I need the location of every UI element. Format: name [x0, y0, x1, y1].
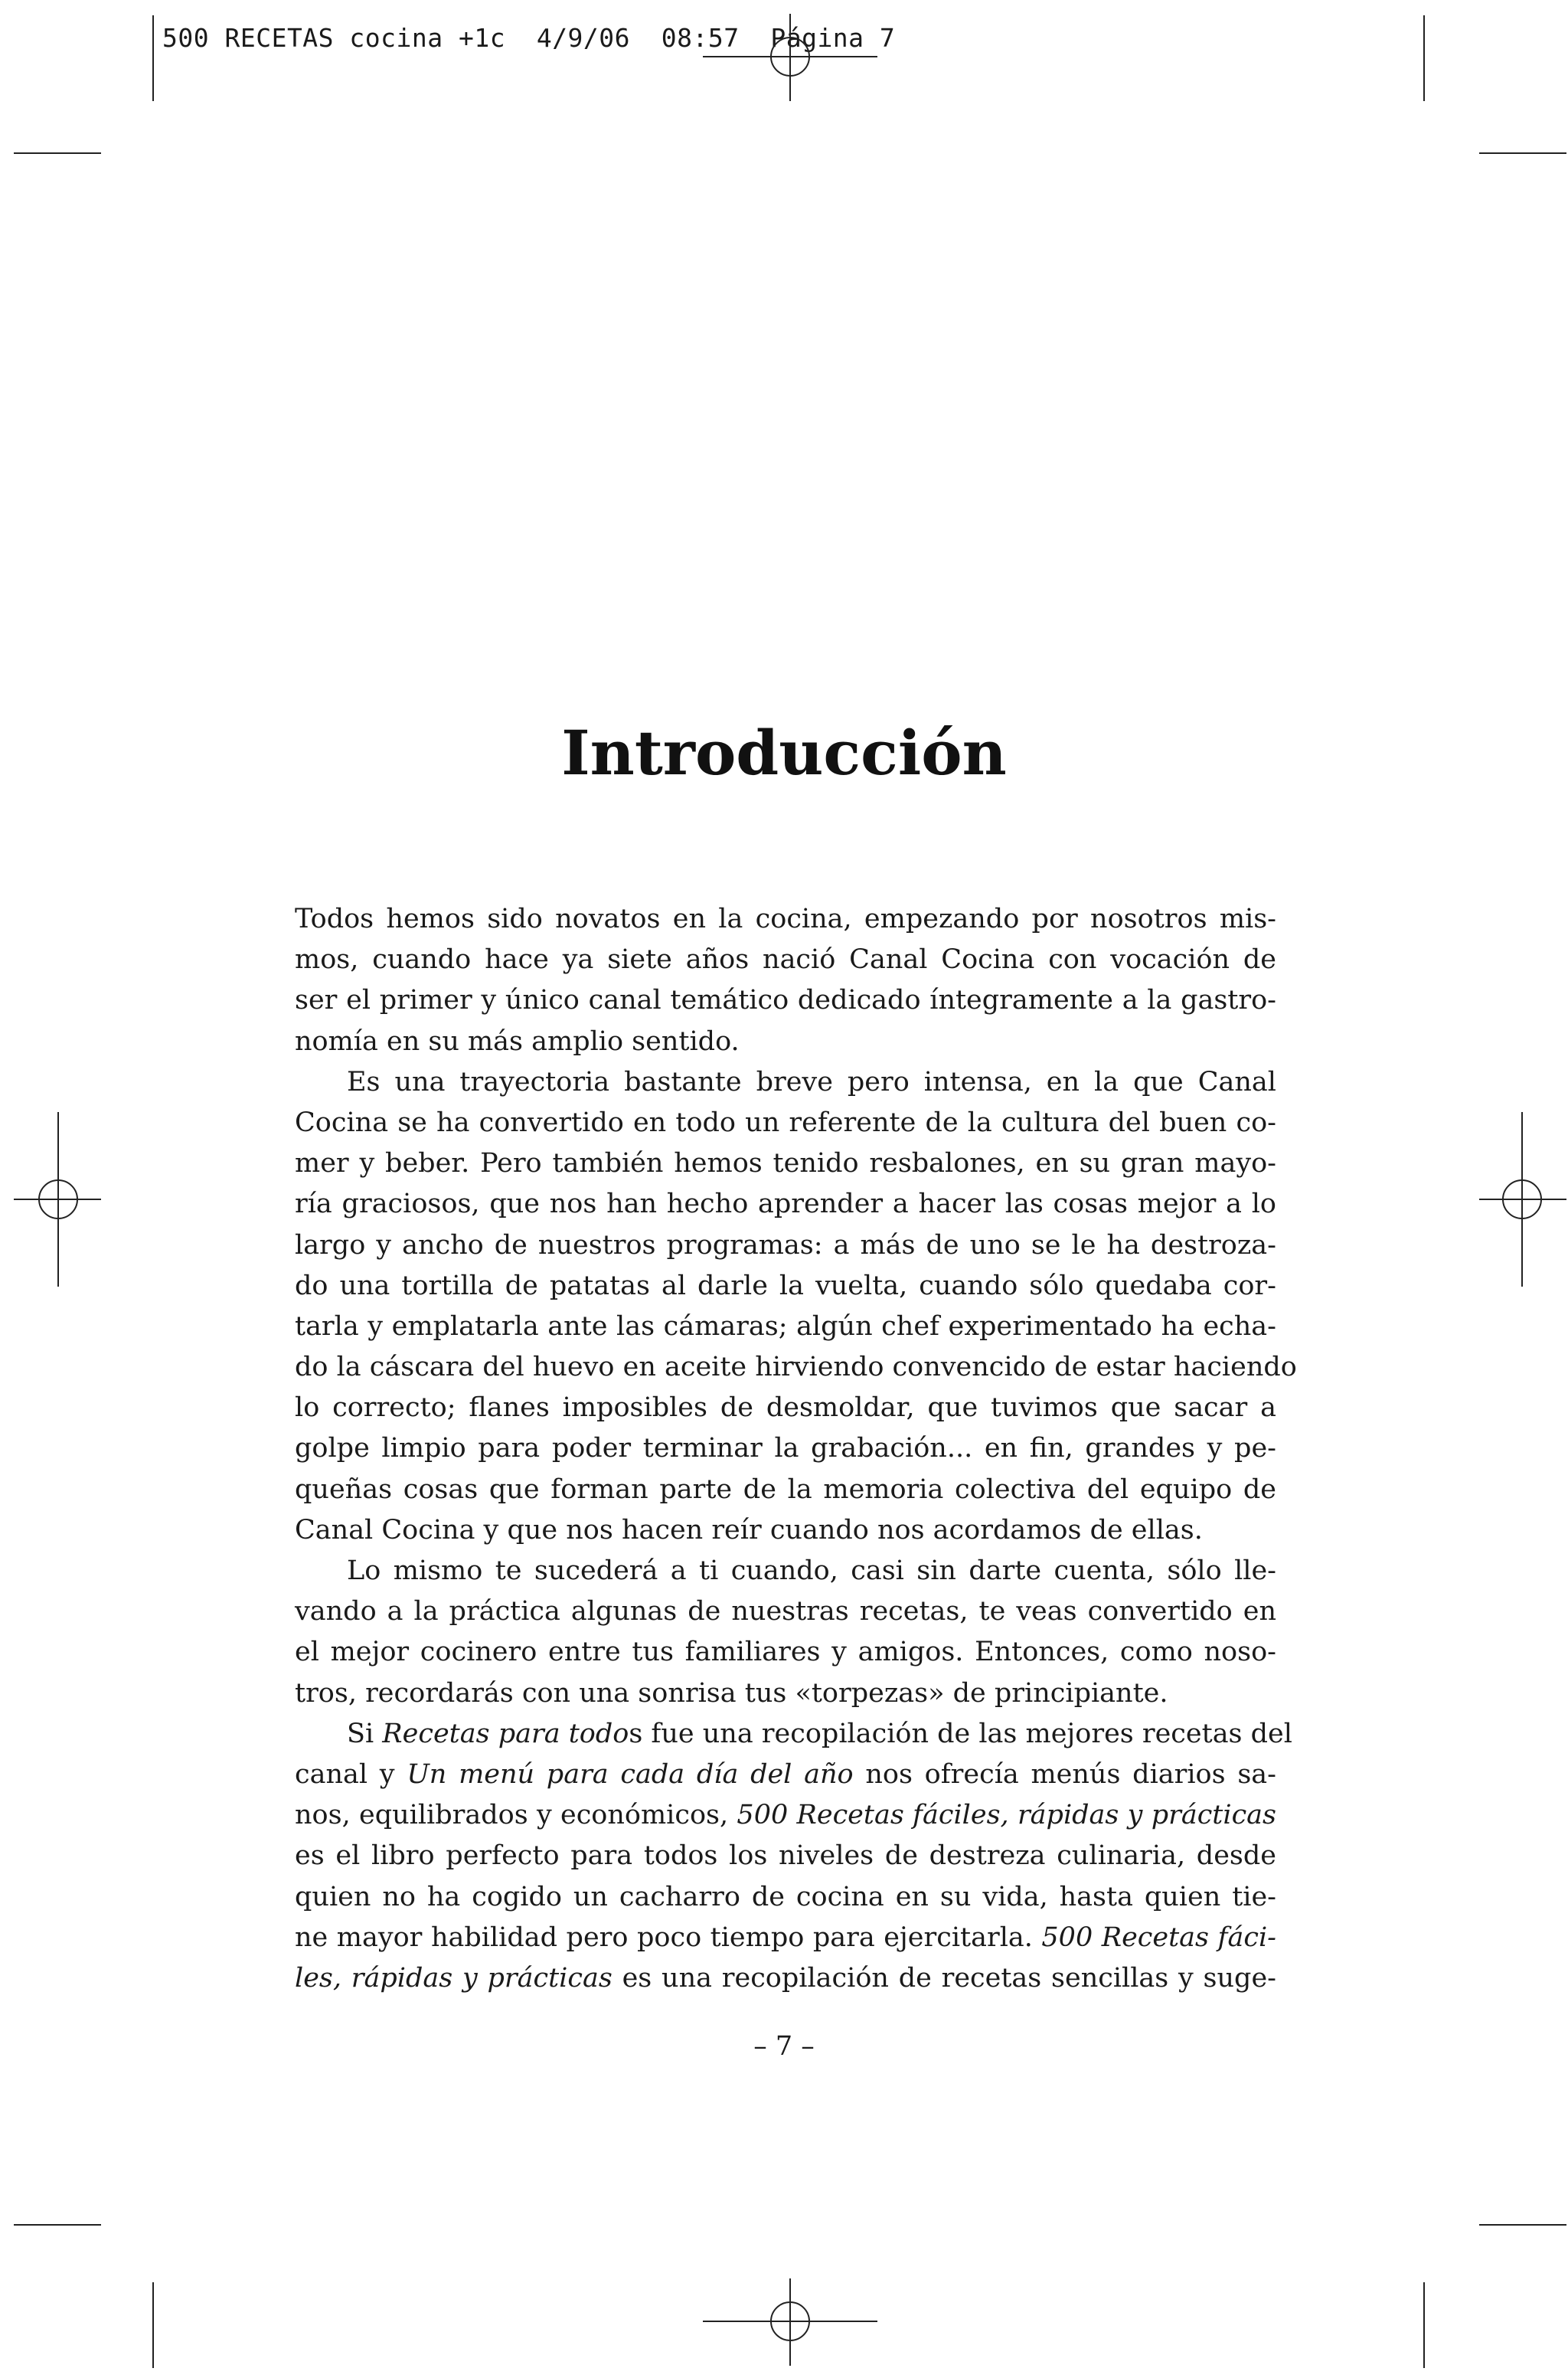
body-text: [295, 899, 1297, 1999]
text-run: tarla y emplatarla ante las cámaras; algún chef experimentado ha echa-: [295, 1310, 1276, 1342]
text-run: Todos hemos sido novatos en la cocina, empezando por nosotros mis-: [295, 904, 1276, 934]
text-line: [295, 1470, 1276, 1510]
text-line: [295, 1551, 1276, 1591]
text-run: es el libro perfecto para todos los niveles de destreza culinaria, desde: [295, 1840, 1276, 1872]
text-run: largo y ancho de nuestros programas: a más de uno se le ha destroza-: [295, 1229, 1276, 1261]
text-run: s fue una recopilación de las mejores recetas del: [629, 1718, 1292, 1749]
text-run: mer y beber. Pero también hemos tenido resbalones, en su gran mayo-: [295, 1148, 1276, 1179]
text-run: vando a la práctica algunas de nuestras recetas, te veas convertido en: [295, 1596, 1276, 1627]
text-line: [295, 1877, 1276, 1918]
text-line: [295, 899, 1276, 940]
text-run: nomía en su más amplio sentido.: [295, 1025, 740, 1057]
text-line: [295, 1225, 1276, 1266]
text-line: [295, 1591, 1276, 1632]
text-run: lo correcto; flanes imposibles de desmoldar, que tuvimos que sacar a: [295, 1392, 1276, 1424]
registration-mark-right: [1479, 1112, 1566, 1287]
print-slug-line: 500 RECETAS cocina +1c 4/9/06 08:57 Página 7: [162, 23, 896, 53]
text-line: [295, 1510, 1276, 1551]
text-run: el mejor cocinero entre tus familiares y amigos. Entonces, como noso-: [295, 1637, 1276, 1668]
text-run: nos ofrecía menús diarios sa-: [853, 1758, 1276, 1790]
text-line: [295, 1307, 1276, 1347]
text-line: [295, 1062, 1276, 1103]
text-run: Lo mismo te sucederá a ti cuando, casi sin darte cuenta, sólo lle-: [347, 1555, 1276, 1586]
text-line: [295, 1022, 1276, 1062]
registration-mark-left: [14, 1112, 101, 1287]
text-run: canal y: [295, 1758, 407, 1790]
text-run: Si: [347, 1718, 383, 1749]
text-line: [295, 1266, 1276, 1307]
text-run: tros, recordarás con una sonrisa tus «torpezas» de principiante.: [295, 1677, 1168, 1709]
text-run: do una tortilla de patatas al darle la vuelta, cuando sólo quedaba cor-: [295, 1270, 1276, 1301]
book-title-italic: 500 Recetas fáci-: [1041, 1922, 1276, 1953]
text-line: [295, 980, 1276, 1021]
chapter-title: Introducción: [561, 716, 1007, 789]
page-number: – 7 –: [753, 2031, 815, 2062]
text-line: [295, 1347, 1297, 1388]
book-title-italic: les, rápidas y prácticas: [295, 1962, 612, 1994]
book-title-italic: Recetas para todo: [382, 1718, 629, 1749]
text-line: [295, 940, 1276, 980]
text-line: [295, 1836, 1276, 1876]
text-line: [295, 1918, 1276, 1958]
text-run: ne mayor habilidad pero poco tiempo para ejercitarla.: [295, 1922, 1042, 1953]
registration-mark-top: [703, 14, 877, 101]
crop-mark-top-right: [1424, 15, 1566, 153]
text-run: queñas cosas que forman parte de la memoria colectiva del equipo de: [295, 1474, 1276, 1505]
crop-mark-bottom-right: [1424, 2225, 1566, 2368]
text-run: quien no ha cogido un cacharro de cocina en su vida, hasta quien tie-: [295, 1881, 1276, 1912]
text-line: [295, 1755, 1276, 1795]
text-run: Cocina se ha convertido en todo un referente de la cultura del buen co-: [295, 1107, 1276, 1138]
text-run: do la cáscara del huevo en aceite hirviendo convencido de estar haciendo: [295, 1352, 1297, 1383]
text-line: [295, 1184, 1276, 1225]
text-line: [295, 1673, 1276, 1714]
text-line: [295, 1103, 1276, 1143]
text-line: [295, 1388, 1276, 1428]
text-run: es una recopilación de recetas sencillas y suge-: [612, 1962, 1277, 1994]
text-line: [295, 1795, 1276, 1836]
text-run: Canal Cocina y que nos hacen reír cuando nos acordamos de ellas.: [295, 1514, 1203, 1546]
text-line: [295, 1958, 1276, 1999]
book-title-italic: Un menú para cada día del año: [407, 1758, 854, 1790]
text-run: golpe limpio para poder terminar la grabación... en fin, grandes y pe-: [295, 1433, 1276, 1464]
text-run: nos, equilibrados y económicos,: [295, 1800, 737, 1831]
book-title-italic: 500 Recetas fáciles, rápidas y prácticas: [737, 1800, 1276, 1831]
registration-mark-bottom: [703, 2278, 877, 2366]
text-run: mos, cuando hace ya siete años nació Canal Cocina con vocación de: [295, 944, 1276, 976]
crop-mark-bottom-left: [14, 2225, 153, 2368]
text-run: ría graciosos, que nos han hecho aprender a hacer las cosas mejor a lo: [295, 1189, 1276, 1220]
crop-mark-top-left: [14, 15, 153, 153]
text-line: [295, 1143, 1276, 1184]
text-run: ser el primer y único canal temático dedicado íntegramente a la gastro-: [295, 985, 1276, 1016]
text-line: [295, 1714, 1292, 1755]
text-run: Es una trayectoria bastante breve pero intensa, en la que Canal: [347, 1066, 1276, 1097]
text-line: [295, 1632, 1276, 1673]
text-line: [295, 1428, 1276, 1469]
